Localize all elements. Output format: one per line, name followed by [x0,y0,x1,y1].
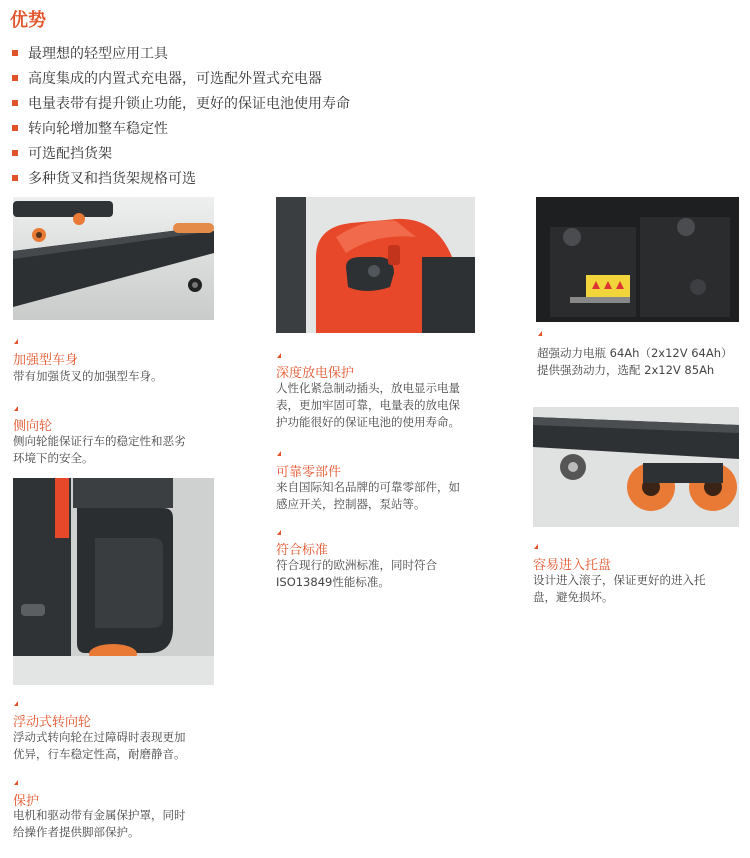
feature-text-easy-entry: 设计进入滚子，保证更好的进入托 盘，避免损坏。 [533,573,706,604]
photo-floating-wheel [13,478,214,685]
caption-marker-icon [277,353,281,358]
feature-text-side-wheel: 侧向轮能保证行车的稳定性和恶劣 环境下的安全。 [13,434,186,465]
feature-text-floating-wheel: 浮动式转向轮在过障碍时表现更加 优异，行车稳定性高，耐磨静音。 [13,730,186,761]
feature-title-floating-wheel: 浮动式转向轮 [13,715,92,730]
advantage-list [12,40,350,190]
feature-title-reliable-parts: 可靠零部件 [276,465,342,480]
caption-marker-icon [534,544,538,549]
feature-title-protection: 保护 [13,794,40,809]
photo-deep-discharge [276,197,475,333]
bullet-square-icon [12,150,18,156]
photo-reinforced-body [13,197,214,320]
feature-text-battery: 超强动力电瓶 64Ah（2x12V 64Ah） 提供强劲动力，选配 2x12V 85Ah [537,346,733,377]
caption-marker-icon [277,451,281,456]
caption-marker-icon [277,530,281,535]
list-item: 电量表带有提升锁止功能，更好的保证电池使用寿命 [12,90,350,115]
feature-title-deep-discharge: 深度放电保护 [276,366,355,381]
bullet-square-icon [12,75,18,81]
feature-title-reinforced-body: 加强型车身 [13,353,79,368]
caption-marker-icon [14,780,18,785]
feature-text-deep-discharge: 人性化紧急制动插头，放电显示电量 表，更加牢固可靠，电量表的放电保 护功能很好的保证电池的使用寿命。 [276,381,460,429]
feature-title-easy-entry: 容易进入托盘 [533,558,612,573]
list-item: 转向轮增加整车稳定性 [12,115,350,140]
feature-title-standards: 符合标准 [276,543,329,558]
feature-title-side-wheel: 侧向轮 [13,419,53,434]
list-item: 多种货叉和挡货架规格可选 [12,165,350,190]
caption-marker-icon [14,701,18,706]
section-title: 优势 [10,10,46,31]
bullet-square-icon [12,175,18,181]
list-item: 可选配挡货架 [12,140,350,165]
bullet-square-icon [12,50,18,56]
feature-text-standards: 符合现行的欧洲标准，同时符合 ISO13849性能标准。 [276,558,437,589]
feature-text-reinforced-body: 带有加强货叉的加强型车身。 [13,369,163,383]
photo-battery [536,197,739,322]
feature-text-reliable-parts: 来自国际知名品牌的可靠零部件，如 感应开关，控制器，泵站等。 [276,480,460,511]
feature-text-protection: 电机和驱动带有金属保护罩，同时 给操作者提供脚部保护。 [13,808,186,839]
photo-easy-entry [533,407,739,527]
list-item: 最理想的轻型应用工具 [12,40,350,65]
bullet-square-icon [12,125,18,131]
caption-marker-icon [14,339,18,344]
caption-marker-icon [14,406,18,411]
list-item: 高度集成的内置式充电器，可选配外置式充电器 [12,65,350,90]
caption-marker-icon [538,331,542,336]
bullet-square-icon [12,100,18,106]
